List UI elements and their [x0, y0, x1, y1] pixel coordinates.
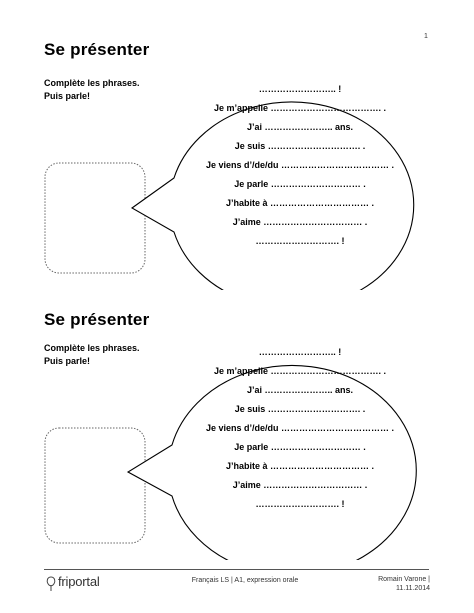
sentence-line-identity: Je suis …………………………. . [234, 404, 366, 414]
logo-text: friportal [58, 574, 100, 589]
sentence-line-residence: J’habite à …………………………… . [225, 461, 375, 471]
footer-divider [44, 569, 429, 570]
footer-course-info: Français LS | A1, expression orale [191, 577, 299, 584]
section-title: Se présenter [44, 40, 150, 59]
sentence-line-greeting: …………………….. ! [258, 347, 342, 357]
friportal-logo-icon [44, 574, 58, 592]
footer-date: 11.11.2014 [396, 585, 430, 592]
sentence-line-greeting: …………………….. ! [258, 84, 342, 94]
sentence-line-residence: J’habite à …………………………… . [225, 198, 375, 208]
instruction-line: Complète les phrases. [44, 343, 140, 353]
sentence-line-origin: Je viens d’/de/du ……………………………… . [205, 160, 395, 170]
speech-bubble-graphic [0, 270, 474, 560]
sentence-line-name: Je m’appelle ………………………………. . [213, 366, 387, 376]
instruction-line: Puis parle! [44, 91, 91, 101]
exercise-section-2 [0, 270, 474, 560]
exercise-section-1 [0, 0, 474, 290]
sentence-line-name: Je m’appelle ………………………………. . [213, 103, 387, 113]
section-title: Se présenter [44, 310, 150, 329]
sentence-line-likes: J’aime …………………………… . [232, 217, 368, 227]
page-number: 1 [424, 33, 428, 40]
sentence-line-age: J’ai ………………….. ans. [246, 385, 354, 395]
photo-frame [45, 428, 145, 543]
sentence-line-languages: Je parle ………………………… . [234, 442, 366, 452]
footer-author-date [340, 575, 430, 593]
sentence-line-likes: J’aime …………………………… . [232, 480, 368, 490]
sentence-line-closing: ………………………. ! [255, 499, 345, 509]
sentence-line-closing: ………………………. ! [255, 236, 345, 246]
instruction-line: Complète les phrases. [44, 78, 140, 88]
sentence-line-origin: Je viens d’/de/du ……………………………… . [205, 423, 395, 433]
sentence-line-languages: Je parle ………………………… . [234, 179, 366, 189]
sentence-line-age: J’ai ………………….. ans. [246, 122, 354, 132]
footer-author: Romain Varone | [378, 576, 430, 583]
sentence-line-identity: Je suis …………………………. . [234, 141, 366, 151]
photo-frame [45, 163, 145, 273]
instruction-line: Puis parle! [44, 356, 91, 366]
